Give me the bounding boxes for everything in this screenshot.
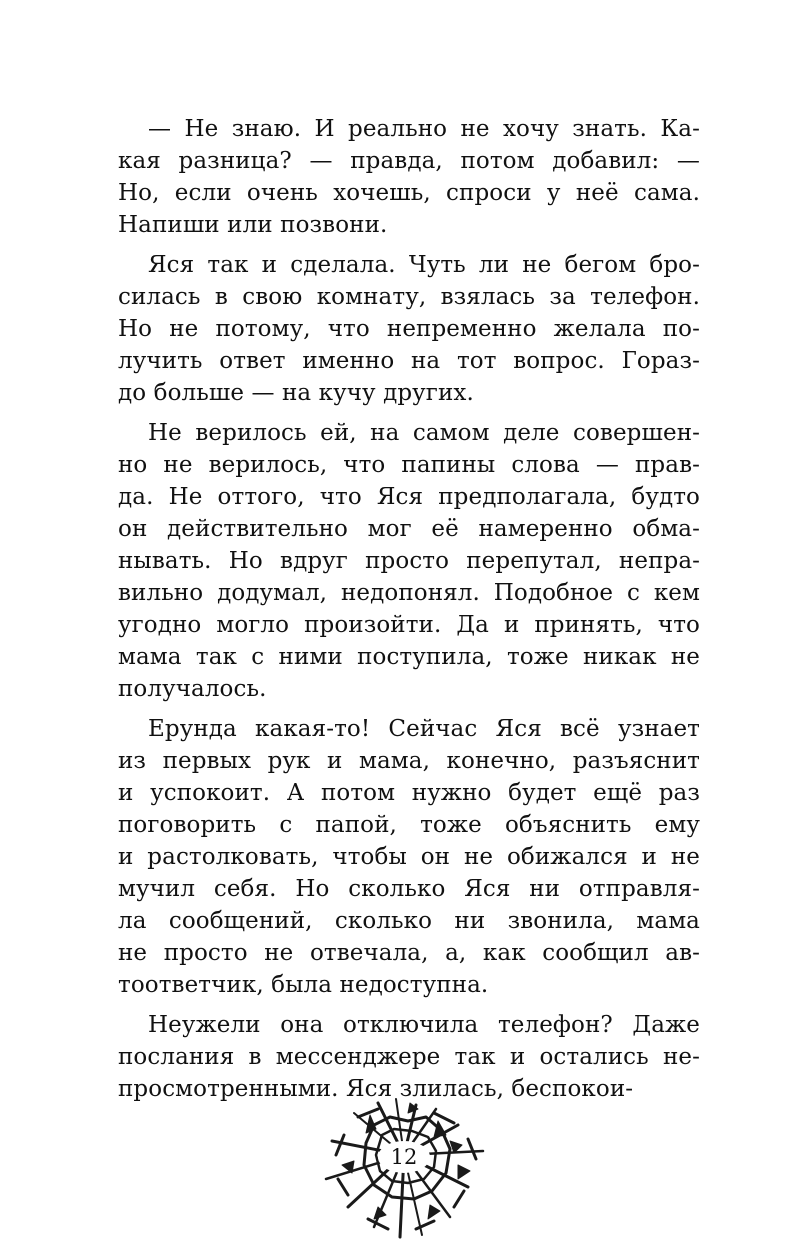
text-line: и успокоит. А потом нужно будет ещё раз [118, 780, 700, 806]
paragraph [118, 713, 700, 1001]
text-line: Но, если очень хочешь, спроси у неё сама. [118, 180, 700, 206]
paragraph [118, 249, 700, 409]
text-line: силась в свою комнату, взялась за телефон. [118, 284, 700, 310]
text-line: из первых рук и мама, конечно, разъяснит [118, 748, 700, 774]
text-line: угодно могло произойти. Да и принять, что [118, 612, 700, 638]
text-line: но не верилось, что папины слова — прав- [118, 452, 700, 478]
text-line: и растолковать, чтобы он не обижался и не [118, 844, 700, 870]
text-line: не просто не отвечала, а, как сообщил ав- [118, 940, 700, 966]
text-line: послания в мессенджере так и остались не- [118, 1044, 700, 1070]
paragraph [118, 113, 700, 241]
text-line: поговорить с папой, тоже объяснить ему [118, 812, 700, 838]
text-line: да. Не оттого, что Яся предполагала, будто [118, 484, 700, 510]
text-line: Яся так и сделала. Чуть ли не бегом бро- [148, 252, 700, 278]
text-line: мама так с ними поступила, тоже никак не [118, 644, 700, 670]
paragraph-gap [118, 409, 700, 417]
text-line: Неужели она отключила телефон? Даже [148, 1012, 700, 1038]
page-number: 12 [390, 1145, 418, 1169]
paragraph [118, 1009, 700, 1105]
text-line: ла сообщений, сколько ни звонила, мама [118, 908, 700, 934]
text-line: кая разница? — правда, потом добавил: — [118, 148, 700, 174]
text-line: — Не знаю. И реально не хочу знать. Ка- [148, 116, 700, 142]
paragraph-gap [118, 241, 700, 249]
text-line: Но не потому, что непременно желала по- [118, 316, 700, 342]
paragraph-gap [118, 705, 700, 713]
text-line: до больше — на кучу других. [118, 380, 474, 406]
text-line: Напиши или позвони. [118, 212, 388, 238]
text-line: вильно додумал, недопонял. Подобное с кем [118, 580, 700, 606]
text-line: Ерунда какая-то! Сейчас Яся всё узнает [148, 716, 700, 742]
paragraph-gap [118, 1001, 700, 1009]
page-footer [318, 1095, 490, 1240]
text-line: лучить ответ именно на тот вопрос. Горaз- [118, 348, 700, 374]
text-line: тоответчик, была недоступна. [118, 972, 489, 998]
text-line: получалось. [118, 676, 267, 702]
text-line: нывать. Но вдруг просто перепутал, непра- [118, 548, 700, 574]
body-text [118, 113, 700, 1105]
text-line: Не верилось ей, на самом деле совершен- [148, 420, 700, 446]
text-line: мучил себя. Но сколько Яся ни отправля- [118, 876, 700, 902]
text-line: просмотренными. Яся злилась, беспокои- [118, 1076, 634, 1102]
paragraph [118, 417, 700, 705]
text-line: он действительно мог её намеренно обма- [118, 516, 700, 542]
